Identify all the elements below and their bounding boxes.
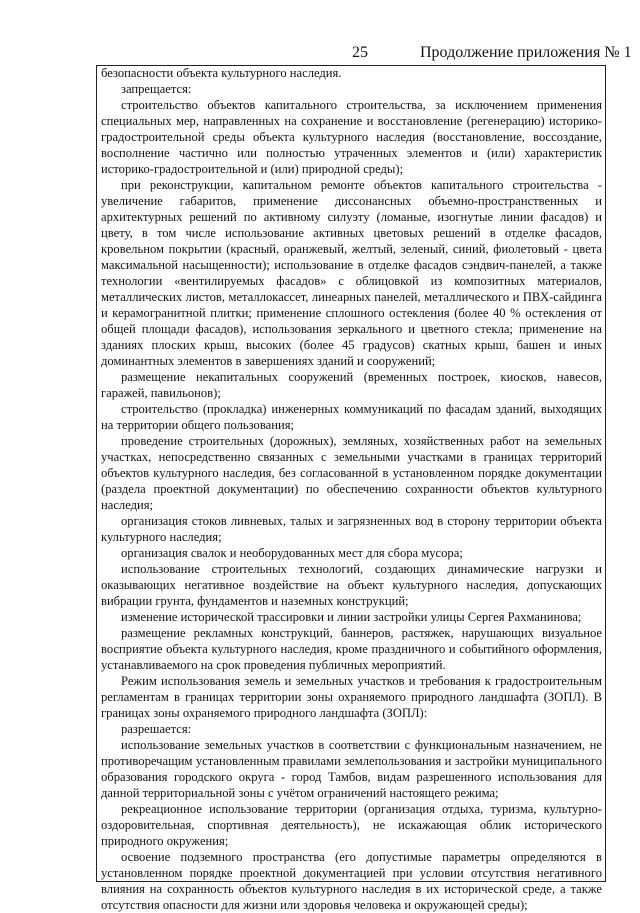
paragraph: организация стоков ливневых, талых и загрязненных вод в сторону территории объекта культурного наследия;	[101, 514, 602, 544]
paragraph: размещение рекламных конструкций, баннеров, растяжек, нарушающих визуальное восприятие объекта культурного наследия, кроме праздничного и событийного оформления, устанавливаемого на срок проведения публичных мероприятий.	[101, 626, 602, 672]
page-number: 25	[352, 44, 368, 61]
paragraph: при реконструкции, капитальном ремонте объектов капитального строительства - увеличение габаритов, применение диссонансных объемно-пространственных и архитектурных решений по активному силуэту (ломаные, изогнутые линии фасадов) и цвету, в том числе использование активных цветовых решений в отделке фасадов, кровельном покрытии (красный, оранжевый, желтый, зеленый, синий, фиолетовый - цвета максимальной насыщенности); использование в отделке фасадов сэндвич-панелей, а также технологии «вентилируемых фасадов» с облицовкой из композитных материалов, металлических листов, металлокассет, линеарных панелей, металлического и ПВХ-сайдинга и керамогранитной плитки; применение сплошного остекления (более 40 % остекления от общей площади фасадов), использования зеркального и цветного стекла; применение на зданиях плоских крыш, высоких (более 45 градусов) скатных крыш, башен и иных доминантных элементов в завершениях зданий и сооружений;	[101, 178, 602, 368]
paragraph: проведение строительных (дорожных), земляных, хозяйственных работ на земельных участках, непосредственно связанных с земельными участками в границах территорий объектов культурного наследия, без согласованной в установленном порядке документации (раздела проектной документации) по обеспечению сохранности объектов культурного наследия;	[101, 434, 602, 512]
appendix-title: Продолжение приложения № 1	[420, 44, 632, 61]
paragraph: Режим использования земель и земельных участков и требования к градостроительным регламентам в границах территории зоны охраняемого природного ландшафта (ЗОПЛ). В границах зоны охраняемого природного ландшафта (ЗОПЛ):	[101, 674, 602, 720]
paragraph: организация свалок и необорудованных мест для сбора мусора;	[121, 546, 463, 560]
paragraph: строительство объектов капитального строительства, за исключением применения специальных мер, направленных на сохранение и восстановление (регенерацию) историко-градостроительной среды объекта культурного наследия (восстановление, воссоздание, восполнение частично или полностью утраченных элементов и (или) характеристик историко-градостроительной и (или) природной среды);	[101, 98, 602, 176]
paragraph: изменение исторической трассировки и линии застройки улицы Сергея Рахманинова;	[121, 610, 582, 624]
paragraph: запрещается:	[121, 82, 192, 96]
paragraph: использование земельных участков в соответствии с функциональным назначением, не противоречащим установленным правилами землепользования и застройки муниципального образования городского округа - город Тамбов, видам разрешенного использования для данной территориальной зоны с учётом ограничений настоящего режима;	[101, 738, 602, 800]
page-header	[0, 44, 640, 66]
document-body	[101, 65, 602, 913]
paragraph: использование строительных технологий, создающих динамические нагрузки и оказывающих негативное воздействие на объект культурного наследия, допускающих вибрации грунта, фундаментов и наземных конструкций;	[101, 562, 602, 608]
paragraph: разрешается:	[121, 722, 192, 736]
paragraph: строительство (прокладка) инженерных коммуникаций по фасадам зданий, выходящих на территории общего пользования;	[101, 402, 602, 432]
paragraph: безопасности объекта культурного наследия.	[101, 66, 342, 80]
paragraph: освоение подземного пространства (его допустимые параметры определяются в установленном порядке проектной документацией при условии отсутствия негативного влияния на сохранность объектов культурного наследия в их исторической среде, а также отсутствия опасности для жизни или здоровья человека и окружающей среды);	[101, 850, 602, 912]
paragraph: размещение некапитальных сооружений (временных построек, киосков, навесов, гаражей, павильонов);	[101, 370, 602, 400]
paragraph: рекреационное использование территории (организация отдыха, туризма, культурно-оздоровительная, спортивная деятельность), не искажающая облик исторического природного окружения;	[101, 802, 602, 848]
